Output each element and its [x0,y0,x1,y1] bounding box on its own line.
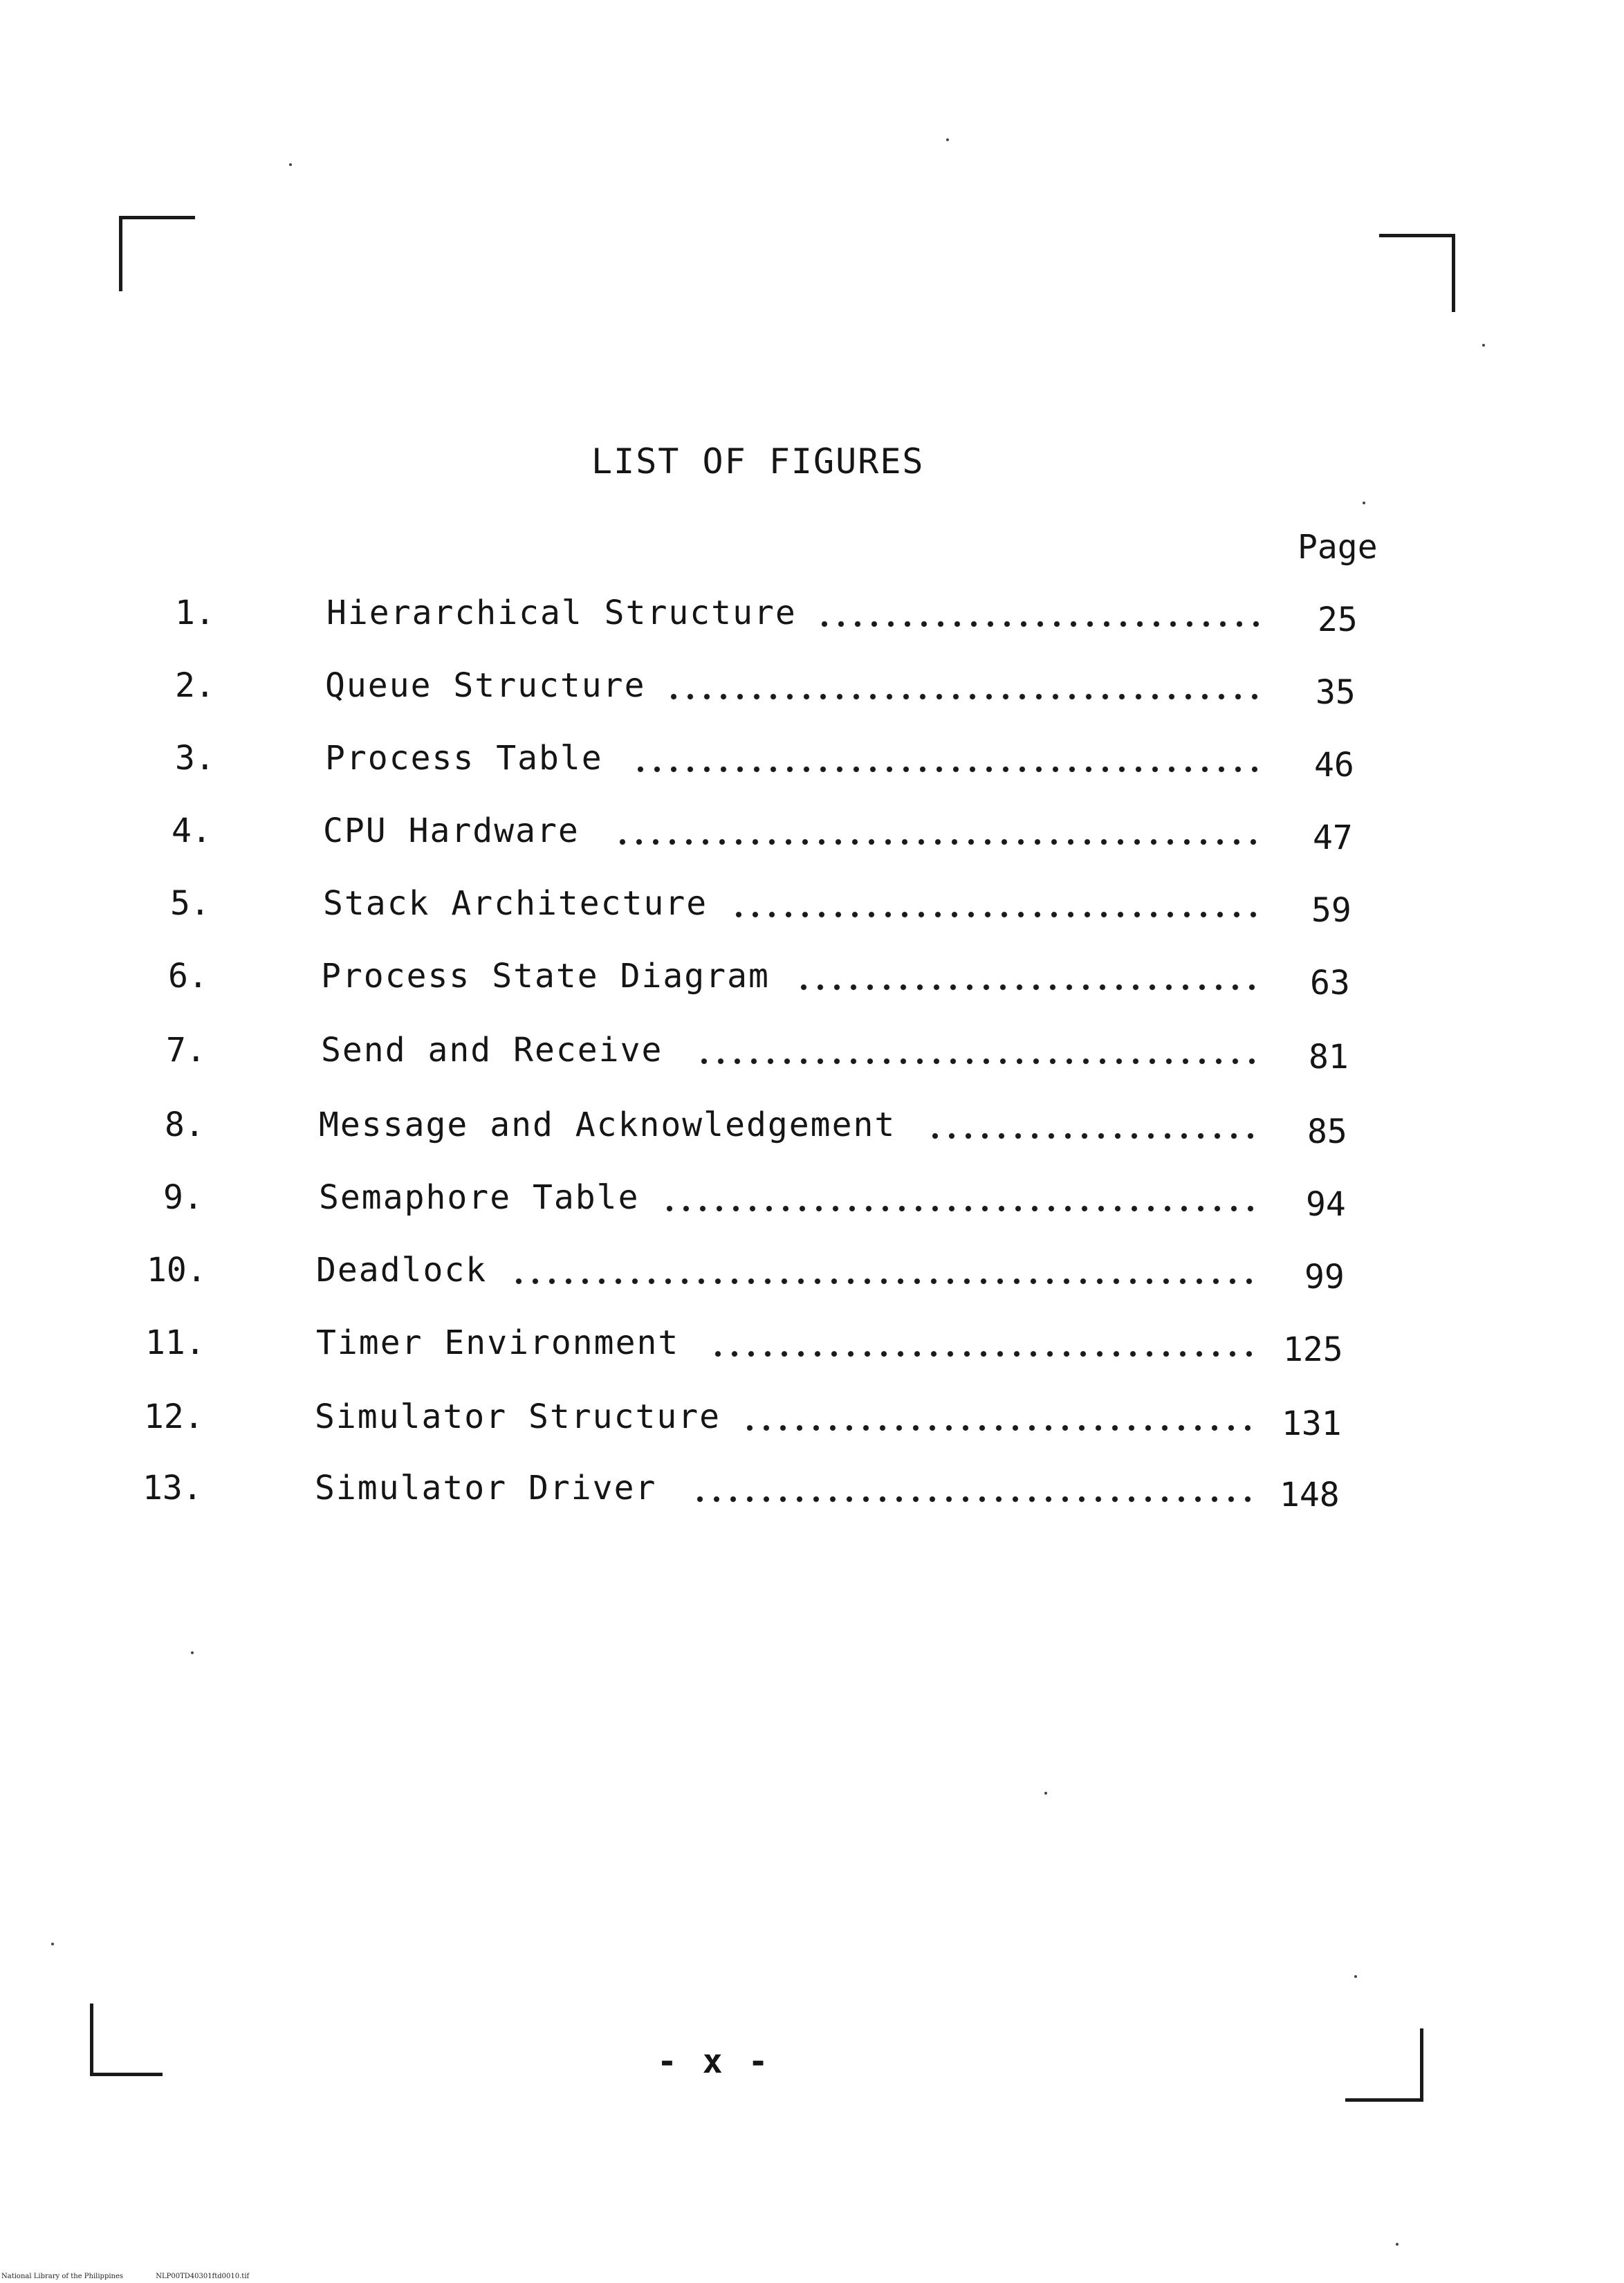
figure-page-number: 131 [1282,1404,1342,1443]
figure-entry [0,957,1624,1012]
figure-title: Hierarchical Structure [326,594,797,632]
figure-page-number: 85 [1307,1112,1347,1151]
figure-page-number: 125 [1283,1330,1343,1369]
figure-page-number: 148 [1280,1476,1340,1514]
dot-leader [632,762,1263,776]
figure-entry [0,1106,1624,1161]
scan-footer-library: National Library of the Philippines [1,2273,124,2280]
dot-leader [710,1347,1257,1361]
figure-entry [0,1397,1624,1453]
figure-number: 7. [166,1031,206,1070]
scan-speck [1354,1975,1357,1978]
figure-page-number: 94 [1306,1185,1346,1224]
figure-number: 12. [144,1397,204,1436]
figure-number: 13. [142,1469,203,1507]
figure-title: Simulator Driver [315,1469,657,1507]
figure-number: 10. [147,1251,207,1290]
figure-number: 1. [175,594,215,632]
dot-leader [927,1129,1259,1143]
figure-number: 2. [175,666,215,705]
figure-entry [0,884,1624,939]
figure-title: Stack Architecture [323,884,708,923]
dot-leader [661,1202,1259,1216]
figure-entry [0,1469,1624,1524]
page-folio: - x - [657,2042,771,2081]
figure-entry [0,1031,1624,1086]
figure-number: 5. [170,884,210,923]
scan-speck [51,1943,54,1945]
dot-leader [665,690,1263,704]
figure-entry [0,1178,1624,1234]
figure-number: 4. [172,812,212,850]
scan-speck [946,138,949,141]
figure-title: CPU Hardware [323,812,580,850]
figure-title: Queue Structure [325,666,646,705]
figure-title: Deadlock [316,1251,488,1290]
figure-title: Send and Receive [321,1031,663,1070]
crop-mark-bottom-left [90,2004,163,2076]
dot-leader [741,1421,1256,1435]
dot-leader [795,980,1260,994]
figure-title: Semaphore Table [319,1178,640,1217]
figure-number: 8. [165,1106,205,1144]
dot-leader [730,908,1262,922]
figure-page-number: 35 [1316,673,1356,712]
figure-page-number: 46 [1314,746,1354,785]
dot-leader [692,1492,1256,1506]
figure-number: 9. [163,1178,203,1217]
dot-leader [696,1054,1260,1068]
scan-footer [1,2273,249,2280]
figure-page-number: 99 [1304,1258,1345,1296]
figure-number: 3. [175,739,215,778]
figure-page-number: 25 [1318,600,1358,639]
figure-entry [0,1323,1624,1379]
figure-title: Timer Environment [316,1323,680,1362]
figure-title: Simulator Structure [315,1397,721,1436]
page-title: LIST OF FIGURES [591,441,925,482]
figure-page-number: 59 [1311,891,1351,930]
figure-page-number: 47 [1313,818,1353,857]
figure-number: 11. [145,1323,205,1362]
scan-footer-file: NLP00TD40301ftd0010.tif [156,2273,250,2280]
scan-speck [1044,1792,1047,1795]
scan-speck [1396,2243,1399,2246]
scan-speck [191,1651,194,1654]
scan-speck [1363,502,1365,504]
crop-mark-bottom-right [1345,2028,1423,2102]
scan-speck [1482,344,1485,347]
figure-number: 6. [168,957,208,996]
figure-title: Process Table [325,739,603,778]
figure-entry [0,1251,1624,1306]
figure-entry [0,666,1624,722]
dot-leader [614,835,1262,849]
dot-leader [510,1274,1257,1288]
figure-title: Process State Diagram [321,957,770,996]
figure-entry [0,739,1624,794]
figure-page-number: 81 [1309,1038,1349,1076]
figure-title: Message and Acknowledgement [319,1106,896,1144]
scan-speck [289,163,292,166]
figure-page-number: 63 [1310,964,1350,1002]
page-column-heading: Page [1298,528,1378,567]
figure-entry [0,812,1624,867]
dot-leader [816,617,1264,631]
figure-entry [0,594,1624,649]
